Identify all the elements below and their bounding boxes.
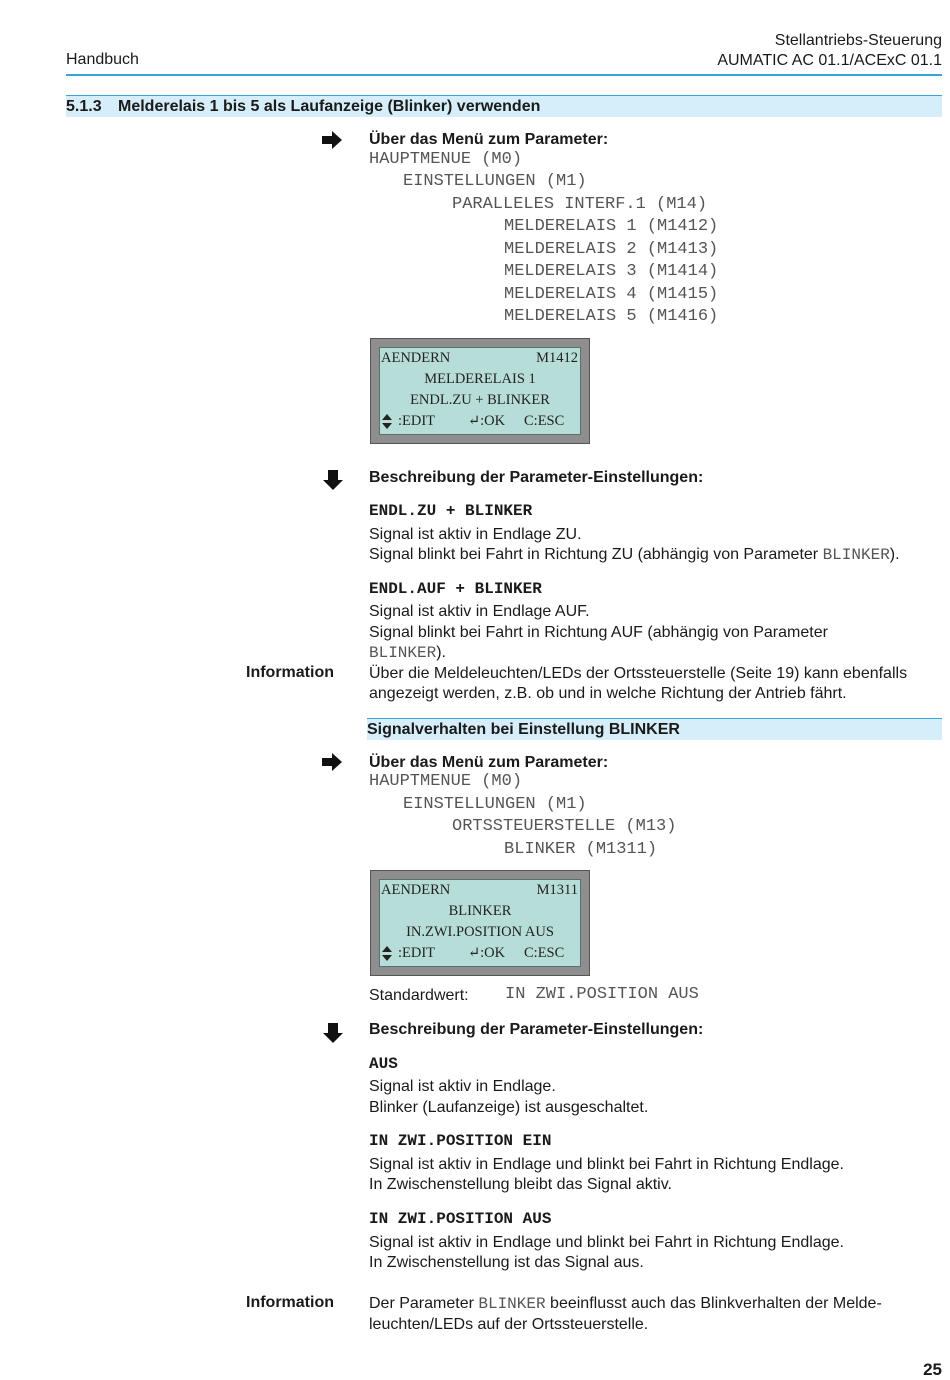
menu-path-line: PARALLELES INTERF.1 (M14) [452, 195, 708, 214]
section-title: Melderelais 1 bis 5 als Laufanzeige (Blinker) verwenden [118, 98, 541, 115]
menu-path-line: EINSTELLUNGEN (M1) [403, 172, 587, 191]
header-right-line2: AUMATIC AC 01.1/ACExC 01.1 [717, 52, 942, 69]
lcd-edit-label: :EDIT [398, 413, 436, 429]
arrow-down-icon [323, 1023, 343, 1043]
option-text: Signal blinkt bei Fahrt in Richtung AUF (abhängig von Parameter [369, 624, 828, 641]
subsection-title: Signalverhalten bei Einstellung BLINKER [367, 721, 680, 738]
header-right [717, 31, 942, 71]
header-left: Handbuch [66, 51, 139, 68]
lcd-screen [379, 347, 581, 435]
lcd-display [370, 870, 590, 976]
default-value: IN ZWI.POSITION AUS [505, 985, 699, 1004]
option-title: IN ZWI.POSITION AUS [369, 1210, 552, 1228]
option-title: ENDL.AUF + BLINKER [369, 580, 542, 598]
option-text: Signal ist aktiv in Endlage ZU. [369, 526, 582, 543]
option-text: BLINKER). [369, 644, 446, 662]
menu-path-line: BLINKER (M1311) [504, 840, 658, 859]
description-heading: Beschreibung der Parameter-Einstellungen: [369, 1021, 704, 1038]
information-text: angezeigt werden, z.B. ob und in welche Richtung der Antrieb fährt. [369, 685, 847, 702]
menu-path-line: ORTSSTEUERSTELLE (M13) [452, 817, 677, 836]
information-text: Über die Meldeleuchten/LEDs der Ortssteuerstelle (Seite 19) kann ebenfalls [369, 665, 908, 682]
information-text: leuchten/LEDs auf der Ortssteuerstelle. [369, 1316, 649, 1333]
option-text: In Zwischenstellung bleibt das Signal aktiv. [369, 1176, 672, 1193]
lcd-menu-id: M1311 [536, 882, 578, 898]
option-text: Signal ist aktiv in Endlage und blinkt bei Fahrt in Richtung Endlage. [369, 1156, 844, 1173]
lcd-parameter: MELDERELAIS 1 [424, 371, 536, 387]
information-label: Information [246, 1294, 334, 1311]
menu-path-line: MELDERELAIS 3 (M1414) [504, 262, 719, 281]
information-label: Information [246, 664, 334, 681]
lcd-mode: AENDERN [381, 350, 451, 366]
menu-path-line: MELDERELAIS 5 (M1416) [504, 307, 719, 326]
lcd-menu-id: M1412 [536, 350, 578, 366]
lcd-ok-label: ↵:OK [468, 413, 506, 429]
parameter-name: BLINKER [822, 546, 890, 564]
lcd-edit-label: :EDIT [398, 945, 436, 961]
default-label: Standardwert: [369, 987, 469, 1004]
option-title: AUS [369, 1055, 398, 1073]
lcd-esc-label: C:ESC [524, 413, 565, 429]
information-text: Der Parameter BLINKER beeinflusst auch das Blinkverhalten der Melde- [369, 1295, 882, 1313]
lcd-value: ENDL.ZU + BLINKER [410, 392, 550, 408]
up-down-icon [382, 946, 392, 961]
menu-heading: Über das Menü zum Parameter: [369, 131, 609, 148]
parameter-name: BLINKER [478, 1295, 546, 1313]
menu-path-line: HAUPTMENUE (M0) [369, 772, 523, 791]
option-text: Blinker (Laufanzeige) ist ausgeschaltet. [369, 1099, 649, 1116]
parameter-name: BLINKER [369, 644, 437, 662]
lcd-screen [379, 879, 581, 967]
subsection-title-bar [367, 718, 942, 740]
option-title: ENDL.ZU + BLINKER [369, 502, 533, 520]
lcd-esc-label: C:ESC [524, 945, 565, 961]
description-heading: Beschreibung der Parameter-Einstellungen: [369, 469, 704, 486]
option-text: In Zwischenstellung ist das Signal aus. [369, 1254, 644, 1271]
page-number: 25 [923, 1360, 942, 1379]
lcd-ok-label: ↵:OK [468, 945, 506, 961]
arrow-down-icon [323, 470, 343, 490]
menu-path-line: MELDERELAIS 2 (M1413) [504, 240, 719, 259]
menu-heading: Über das Menü zum Parameter: [369, 754, 609, 771]
header-rule [66, 74, 942, 76]
lcd-value: IN.ZWI.POSITION AUS [406, 924, 554, 940]
menu-path-line: MELDERELAIS 1 (M1412) [504, 217, 719, 236]
section-title-bar [66, 95, 942, 117]
option-text: Signal ist aktiv in Endlage und blinkt bei Fahrt in Richtung Endlage. [369, 1234, 844, 1251]
up-down-icon [382, 414, 392, 429]
option-text: Signal ist aktiv in Endlage AUF. [369, 603, 590, 620]
menu-path-line: EINSTELLUNGEN (M1) [403, 795, 587, 814]
section-number: 5.1.3 [66, 98, 102, 115]
lcd-display [370, 338, 590, 444]
option-title: IN ZWI.POSITION EIN [369, 1132, 552, 1150]
menu-path-line: MELDERELAIS 4 (M1415) [504, 285, 719, 304]
lcd-parameter: BLINKER [448, 903, 512, 919]
lcd-mode: AENDERN [381, 882, 451, 898]
arrow-right-icon [322, 131, 342, 149]
arrow-right-icon [322, 753, 342, 771]
menu-path-line: HAUPTMENUE (M0) [369, 150, 523, 169]
option-text: Signal blinkt bei Fahrt in Richtung ZU (abhängig von Parameter BLINKER). [369, 546, 900, 564]
header-right-line1: Stellantriebs-Steuerung [774, 32, 942, 49]
option-text: Signal ist aktiv in Endlage. [369, 1078, 556, 1095]
